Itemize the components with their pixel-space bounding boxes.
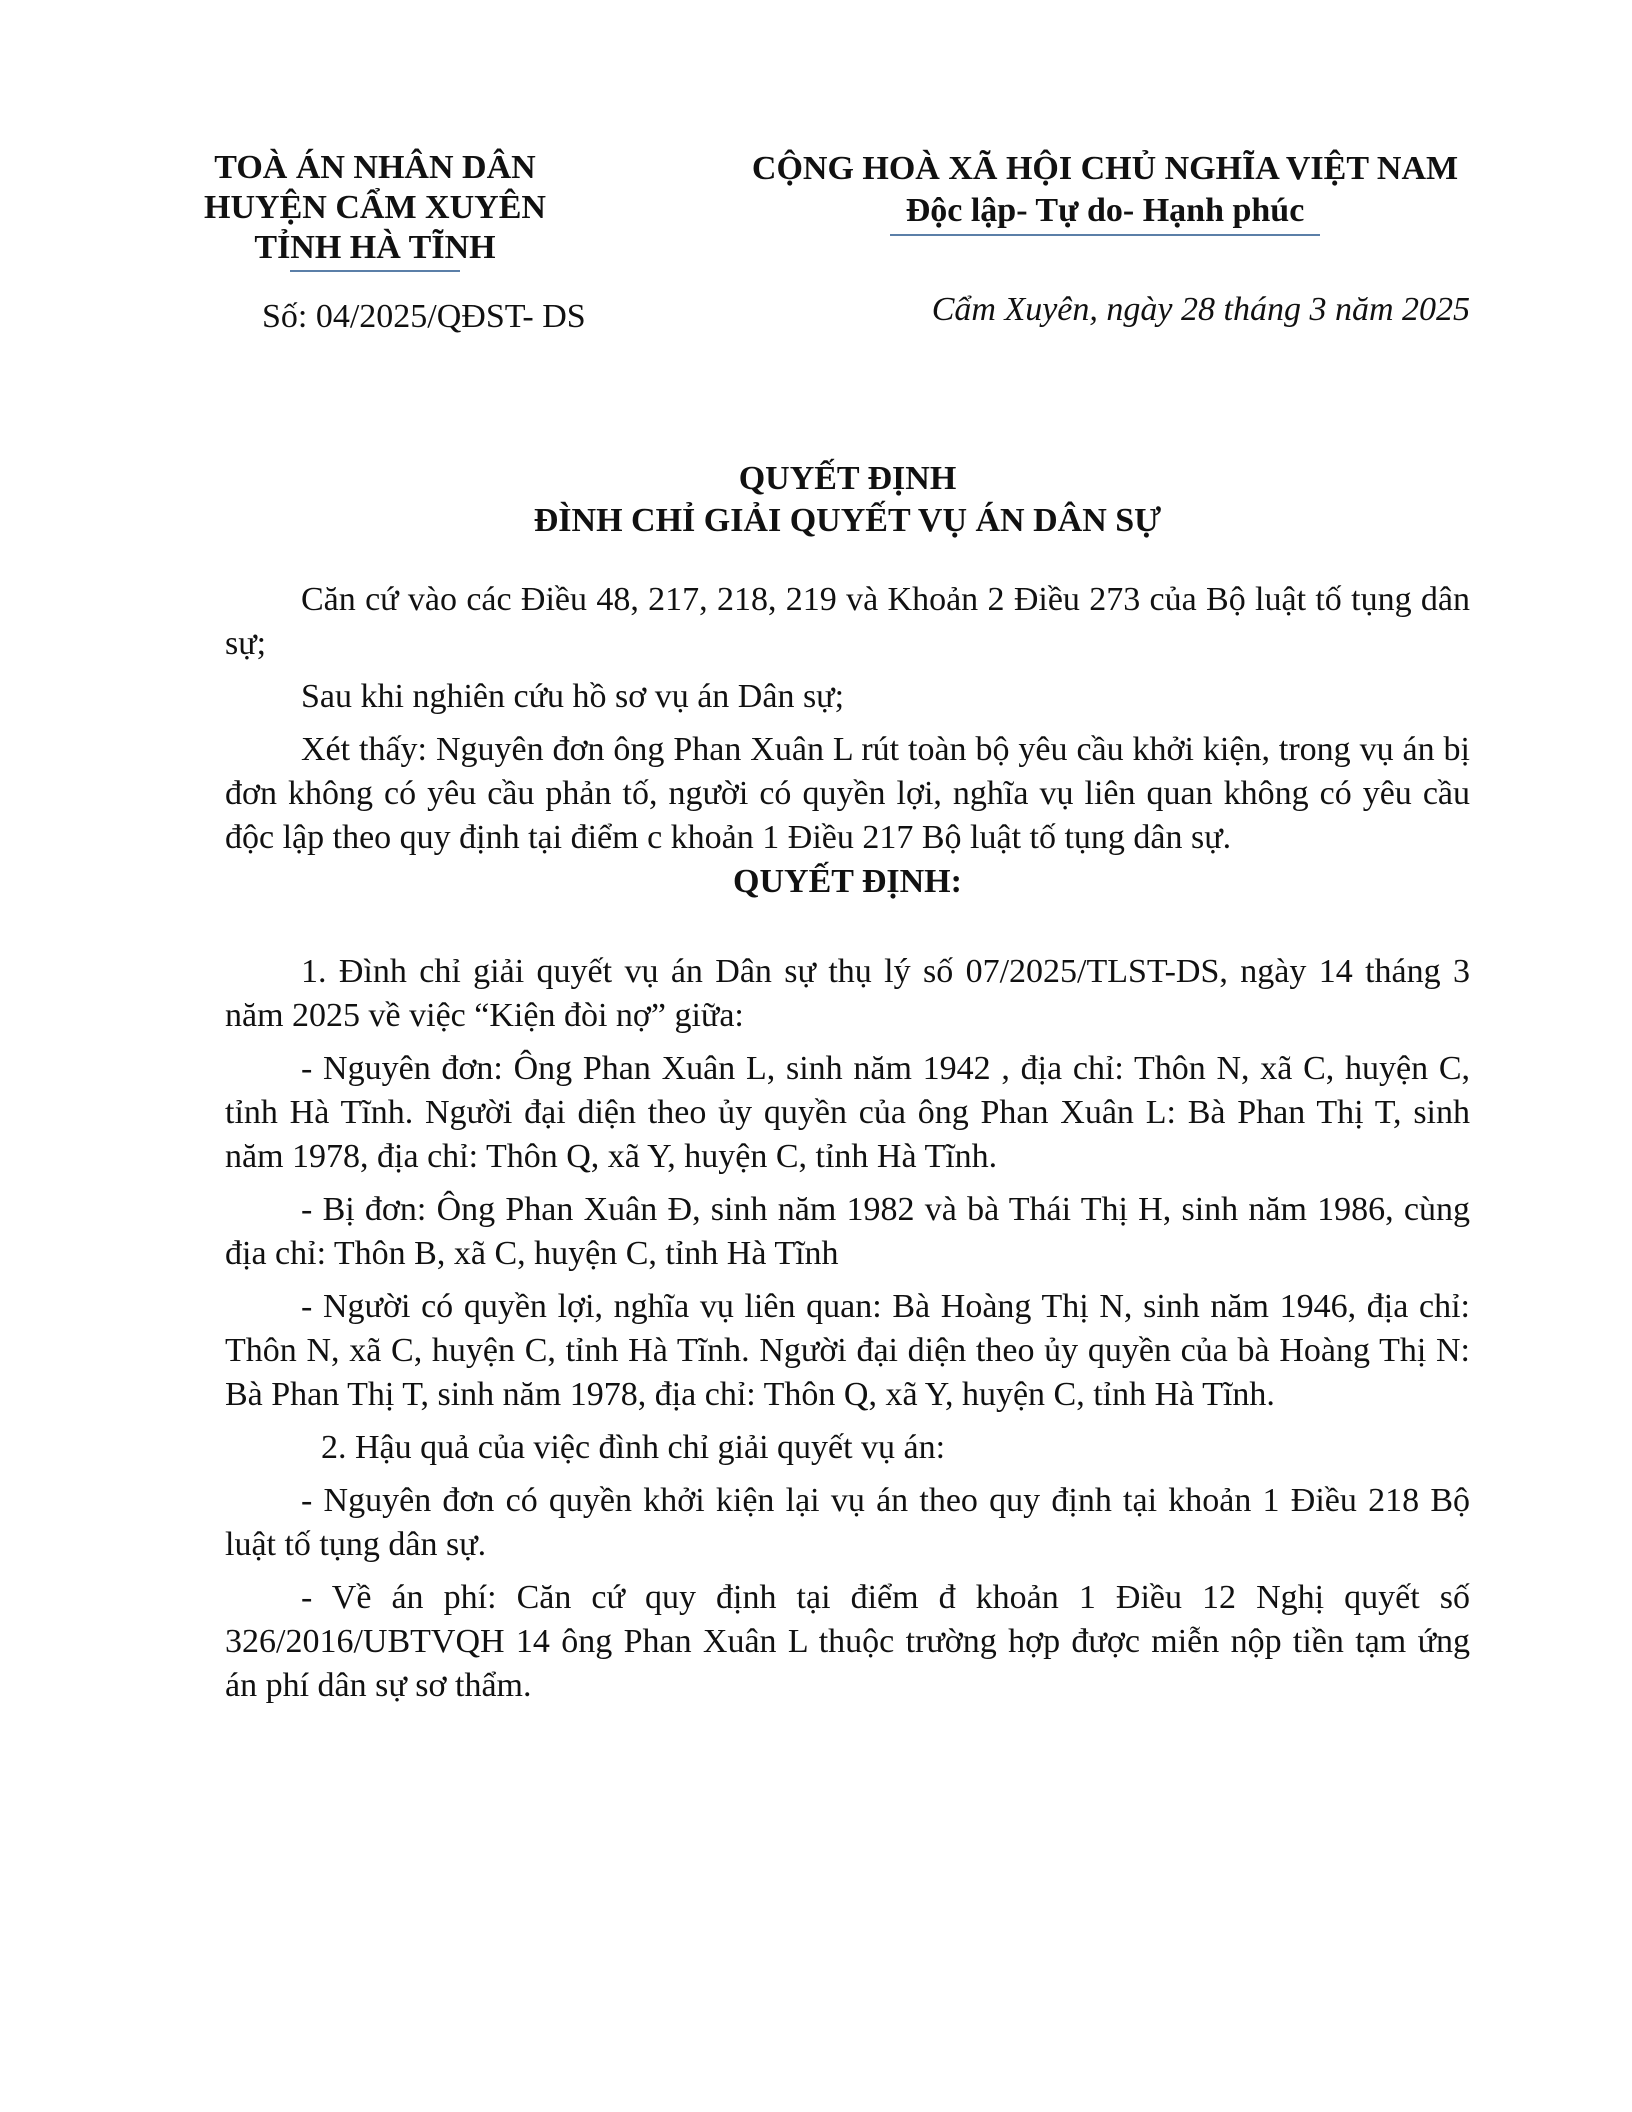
title-line2: ĐÌNH CHỈ GIẢI QUYẾT VỤ ÁN DÂN SỰ (533, 502, 1162, 539)
title-line1: QUYẾT ĐỊNH (738, 460, 957, 497)
court-name-line1: TOÀ ÁN NHÂN DÂN (214, 149, 536, 186)
court-header-divider (290, 270, 460, 272)
court-name-line2: HUYỆN CẨM XUYÊN (204, 189, 546, 226)
court-name-line3: TỈNH HÀ TĨNH (254, 229, 496, 266)
legal-basis-paragraph: Căn cứ vào các Điều 48, 217, 218, 219 và Khoản 2 Điều 273 của Bộ luật tố tụng dân sự; (225, 581, 1470, 662)
document-title (225, 458, 1470, 542)
document-number: Số: 04/2025/QĐST- DS (262, 298, 586, 335)
country-name: CỘNG HOÀ XÃ HỘI CHỦ NGHĨA VIỆT NAM (751, 150, 1459, 187)
decision-item-2: 2. Hậu quả của việc đình chỉ giải quyết vụ án: (321, 1429, 946, 1466)
place-and-date: Cẩm Xuyên, ngày 28 tháng 3 năm 2025 (931, 291, 1470, 328)
consequence-paragraph-1: - Nguyên đơn có quyền khởi kiện lại vụ án theo quy định tại khoản 1 Điều 218 Bộ luật tố tụng dân sự. (225, 1482, 1470, 1563)
national-motto: Độc lập- Tự do- Hạnh phúc (905, 192, 1305, 229)
defendant-paragraph: - Bị đơn: Ông Phan Xuân Đ, sinh năm 1982 và bà Thái Thị H, sinh năm 1986, cùng địa chỉ: Thôn B, xã C, huyện C, tỉnh Hà Tĩnh (225, 1191, 1470, 1272)
court-header (190, 148, 560, 272)
decision-item-1: 1. Đình chỉ giải quyết vụ án Dân sự thụ lý số 07/2025/TLST-DS, ngày 14 tháng 3 năm 2025 về việc “Kiện đòi nợ” giữa: (225, 953, 1470, 1034)
national-header (720, 148, 1490, 236)
national-header-divider (890, 234, 1320, 236)
consideration-paragraph: Xét thấy: Nguyên đơn ông Phan Xuân L rút toàn bộ yêu cầu khởi kiện, trong vụ án bị đơn không có yêu cầu phản tố, người có quyền lợi, nghĩa vụ liên quan không có yêu cầu độc lập theo quy định tại điểm c khoản 1 Điều 217 Bộ luật tố tụng dân sự. (225, 731, 1470, 856)
related-party-paragraph: - Người có quyền lợi, nghĩa vụ liên quan: Bà Hoàng Thị N, sinh năm 1946, địa chỉ: Thôn N, xã C, huyện C, tỉnh Hà Tĩnh. Người đại diện theo ủy quyền của bà Hoàng Thị N: Bà Phan Thị T, sinh năm 1978, địa chỉ: Thôn Q, xã Y, huyện C, tỉnh Hà Tĩnh. (225, 1288, 1470, 1413)
study-paragraph: Sau khi nghiên cứu hồ sơ vụ án Dân sự; (301, 678, 845, 715)
consequence-paragraph-2: - Về án phí: Căn cứ quy định tại điểm đ khoản 1 Điều 12 Nghị quyết số 326/2016/UBTVQH 14 ông Phan Xuân L thuộc trường hợp được miễn nộp tiền tạm ứng án phí dân sự sơ thẩm. (225, 1579, 1470, 1704)
plaintiff-paragraph: - Nguyên đơn: Ông Phan Xuân L, sinh năm 1942 , địa chỉ: Thôn N, xã C, huyện C, tỉnh Hà Tĩnh. Người đại diện theo ủy quyền của ông Phan Xuân L: Bà Phan Thị T, sinh năm 1978, địa chỉ: Thôn Q, xã Y, huyện C, tỉnh Hà Tĩnh. (225, 1050, 1470, 1175)
decision-heading: QUYẾT ĐỊNH: (733, 863, 962, 900)
document-body (225, 578, 1470, 1717)
